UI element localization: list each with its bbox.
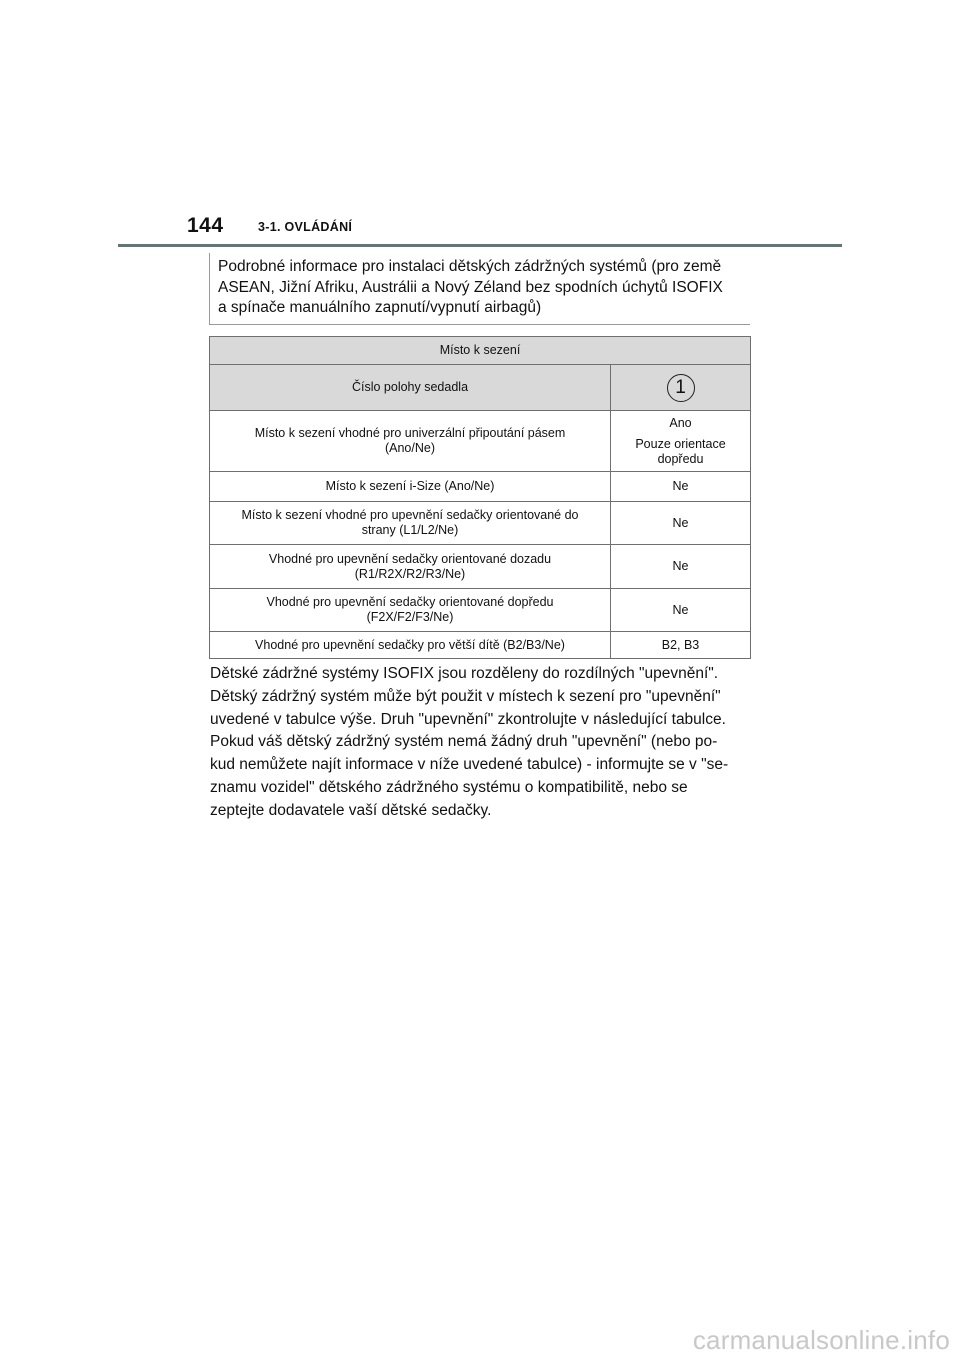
row-value-line: B2, B3 — [661, 637, 700, 652]
row-value — [611, 589, 751, 632]
row-label-line: Vhodné pro upevnění sedačky pro větší dítě (B2/B3/Ne) — [255, 637, 565, 652]
row-label-line: Místo k sezení i-Size (Ano/Ne) — [325, 479, 495, 493]
row-label-line: Vhodné pro upevnění sedačky orientované dozadu — [268, 551, 552, 566]
table-row — [210, 502, 751, 545]
row-label — [210, 411, 611, 472]
row-label — [210, 632, 611, 659]
row-value-line: Ano — [669, 415, 692, 430]
section-title: 3-1. OVLÁDÁNÍ — [258, 220, 353, 234]
table-row — [210, 411, 751, 472]
note-box — [209, 253, 750, 325]
note-line: ASEAN, Jižní Afriku, Austrálii a Nový Zéland bez spodních úchytů ISOFIX — [218, 278, 723, 296]
body-line: uvedené v tabulce výše. Druh "upevnění" zkontrolujte v následující tabulce. — [210, 710, 726, 728]
watermark: carmanualsonline.info — [692, 1325, 950, 1355]
page-number: 144 — [187, 214, 224, 237]
seat-position-number: 1 — [667, 374, 695, 402]
table-row — [210, 472, 751, 502]
row-value — [611, 411, 751, 472]
note-line: Podrobné informace pro instalaci dětských zádržných systémů (pro země — [218, 258, 722, 275]
row-label — [210, 472, 611, 502]
position-label: Číslo polohy sedadla — [210, 365, 611, 411]
row-label-line: (F2X/F2/F3/Ne) — [366, 610, 454, 624]
table-row — [210, 589, 751, 632]
row-value-line: Ne — [672, 602, 689, 617]
table-position-row — [210, 365, 751, 411]
row-value — [611, 545, 751, 589]
row-value-line: dopředu — [657, 451, 704, 466]
row-value-line: Pouze orientace — [635, 436, 726, 451]
row-value — [611, 632, 751, 659]
row-label — [210, 502, 611, 545]
body-paragraph — [210, 663, 755, 823]
row-value — [611, 502, 751, 545]
row-value — [611, 472, 751, 502]
row-label — [210, 589, 611, 632]
row-value-line: Ne — [672, 515, 689, 530]
table-title: Místo k sezení — [210, 337, 751, 365]
body-line: zeptejte dodavatele vaší dětské sedačky. — [210, 801, 492, 819]
row-value-line: Ne — [672, 479, 689, 493]
row-label-line: Místo k sezení vhodné pro upevnění sedačky orientované do — [241, 508, 579, 522]
body-line: kud nemůžete najít informace v níže uvedené tabulce) - informujte se v "se- — [210, 756, 729, 774]
table-title-row — [210, 337, 751, 365]
header-divider — [118, 244, 842, 247]
row-label-line: Místo k sezení vhodné pro univerzální připoutání pásem — [254, 426, 566, 440]
row-label-line: strany (L1/L2/Ne) — [361, 523, 459, 537]
body-line: Dětské zádržné systémy ISOFIX jsou rozděleny do rozdílných "upevnění". — [210, 665, 719, 682]
seating-table — [209, 336, 751, 659]
row-label-line: Vhodné pro upevnění sedačky orientované dopředu — [266, 595, 554, 609]
row-label-line: (Ano/Ne) — [384, 441, 436, 455]
body-line: Dětský zádržný systém může být použit v místech k sezení pro "upevnění" — [210, 687, 721, 705]
position-cell — [611, 365, 751, 411]
row-label-line: (R1/R2X/R2/R3/Ne) — [354, 566, 466, 581]
body-line: znamu vozidel" dětského zádržného systému o kompatibilitě, nebo se — [210, 778, 688, 796]
row-label — [210, 545, 611, 589]
table-row — [210, 545, 751, 589]
table-row — [210, 632, 751, 659]
note-line: a spínače manuálního zapnutí/vypnutí airbagů) — [218, 299, 542, 316]
row-value-line: Ne — [672, 559, 689, 573]
body-line: Pokud váš dětský zádržný systém nemá žádný druh "upevnění" (nebo po- — [210, 733, 718, 751]
